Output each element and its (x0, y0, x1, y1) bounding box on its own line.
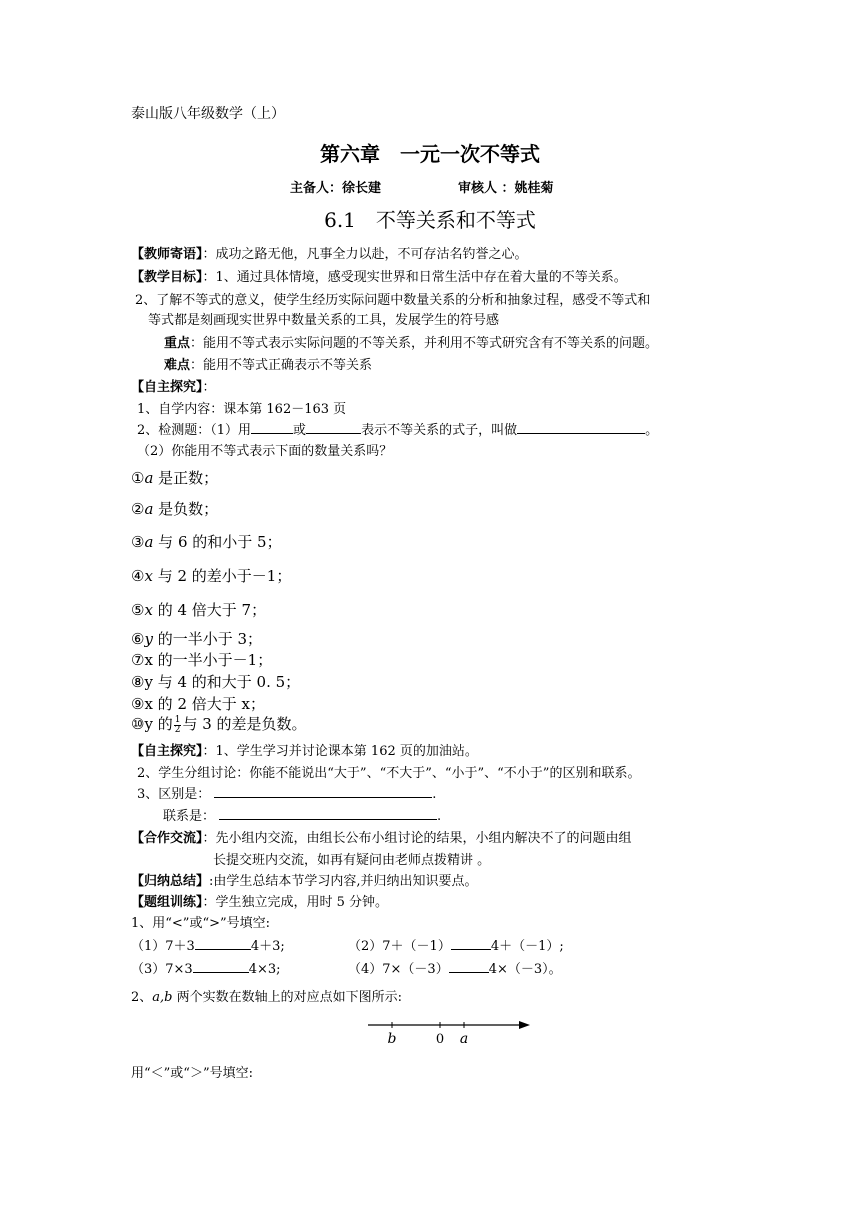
check-text-d: 。 (645, 423, 659, 438)
objectives-line-1 (131, 266, 627, 285)
objective-2a: 2、了解不等式的意义，使学生经历实际问题中数量关系的分析和抽象过程，感受不等式和 (135, 293, 651, 308)
item-text: 与 2 的差小于－1； (152, 567, 292, 585)
practice-item-3 (131, 958, 281, 977)
check-question-1 (137, 419, 658, 438)
chapter-title: 第六章 一元一次不等式 (320, 142, 540, 166)
summary-label: 【归纳总结】 (131, 874, 210, 889)
objectives-label: 【教学目标】 (131, 270, 203, 285)
cooperation-line-1 (131, 827, 632, 846)
list-item: ⑧y 与 4 的和大于 0. 5； (131, 673, 301, 691)
difference-label: 3、区别是： (137, 787, 211, 802)
item-number: ② (131, 500, 145, 518)
cooperation-line-2: 长提交班内交流，如再有疑问由老师点拨精讲 。 (213, 853, 491, 868)
book-title: 泰山版八年级数学（上） (131, 106, 285, 122)
objective-2b: 等式都是刻画现实世界中数量关系的工具，发展学生的符号感 (148, 313, 500, 328)
practice-question-1: 1、用“<”或“>”号填空: (131, 916, 271, 931)
section-title: 6.1 不等关系和不等式 (324, 208, 536, 232)
summary (131, 870, 478, 889)
reviewer: 审核人 ：姚桂菊 (458, 181, 554, 196)
self-study-content: 1、自学内容：课本第 162－163 页 (137, 402, 347, 417)
preparer: 主备人：徐长建 (290, 181, 382, 196)
self-study-colon: ： (202, 380, 216, 395)
practice-text: （3）7×3 (131, 962, 193, 977)
cooperation-label: 【合作交流】 (131, 831, 203, 846)
answer-blank[interactable] (451, 937, 491, 950)
check-text-a: 2、检测题：（1）用 (137, 423, 252, 438)
practice-item-1 (131, 935, 285, 954)
period: . (437, 809, 442, 824)
check-text-c: 表示不等关系的式子，叫做 (361, 423, 518, 438)
answer-blank[interactable] (306, 421, 361, 434)
arrow-icon (519, 1021, 530, 1029)
item-text: 是正数； (153, 469, 219, 487)
period: . (432, 787, 437, 802)
item-number: ④ (131, 567, 145, 585)
practice-question-2 (131, 986, 402, 1005)
difference-row (137, 783, 436, 802)
practice-text: 4＋3; (250, 939, 285, 954)
list-item: ⑦x 的一半小于－1； (131, 651, 273, 669)
list-item (131, 628, 262, 649)
item-text: 的 4 倍大于 7； (152, 601, 267, 619)
difficulty-label: 难点 (164, 358, 191, 373)
list-item (131, 565, 291, 586)
practice-text: 4＋（－1）; (490, 939, 564, 954)
item-number: ③ (131, 533, 145, 551)
self-study-label: 【自主探究】 (131, 380, 203, 395)
item-text: 的一半小于 3； (152, 630, 263, 648)
label-a: a (459, 1031, 469, 1047)
number-line (360, 1012, 540, 1048)
key-point (164, 332, 658, 351)
list-item (131, 599, 266, 620)
difficulty-text: ：能用不等式正确表示不等关系 (190, 358, 373, 373)
list-item (131, 713, 307, 735)
item-variable: a (144, 533, 154, 551)
item-text: 与 6 的和小于 5； (153, 533, 282, 551)
summary-text: :由学生总结本节学习内容,并归纳出知识要点。 (209, 874, 478, 889)
practice-item-4 (348, 958, 562, 977)
practice-text: 4×（－3）。 (488, 962, 562, 977)
contact-row (163, 805, 441, 824)
check-question-2: （2）你能用不等式表示下面的数量关系吗？ (137, 444, 393, 459)
practice-text: 4×3; (248, 962, 281, 977)
item-variable: a (144, 469, 154, 487)
practice-variables: a,b (152, 990, 173, 1005)
item-number: ⑤ (131, 601, 145, 619)
item-variable: a (144, 500, 154, 518)
practice-text: 两个实数在数轴上的对应点如下图所示: (172, 990, 403, 1005)
teacher-message (131, 243, 528, 262)
self-study2-line-2: 2、学生分组讨论：你能不能说出“大于”、“不大于”、“小于”、“不小于”的区别和联系。 (137, 766, 641, 781)
practice-item-2 (348, 935, 564, 954)
contact-label: 联系是： (163, 809, 216, 824)
label-b: b (387, 1031, 397, 1047)
list-item: ⑨x 的 2 倍大于 x； (131, 695, 265, 713)
difficulty (164, 354, 372, 373)
item-number: ⑥ (131, 630, 145, 648)
practice-text: （1）7＋3 (131, 939, 195, 954)
list-item (131, 531, 282, 552)
item-text: 与 3 的差是负数。 (182, 715, 307, 733)
teacher-message-text: ：成功之路无他，凡事全力以赴，不可存沽名钓誉之心。 (202, 247, 528, 262)
item-variable: y (144, 630, 153, 648)
list-item (131, 467, 218, 488)
answer-blank[interactable] (219, 807, 437, 820)
key-point-text: ：能用不等式表示实际问题的不等关系，并利用不等式研究含有不等关系的问题。 (190, 336, 659, 351)
practice-text: （2）7＋（－1） (348, 939, 451, 954)
answer-blank[interactable] (195, 937, 251, 950)
answer-blank[interactable] (517, 421, 645, 434)
self-study2-text: ：1、学生学习并讨论课本第 162 页的加油站。 (202, 744, 478, 759)
item-number: ① (131, 469, 145, 487)
practice-text: （4）7×（－3） (348, 962, 449, 977)
item-variable: x (144, 601, 153, 619)
answer-blank[interactable] (214, 785, 432, 798)
item-variable: x (144, 567, 153, 585)
practice-label: 【题组训练】 (131, 895, 203, 910)
practice-question-3: 用“＜”或“＞”号填空: (131, 1066, 253, 1081)
teacher-message-label: 【教师寄语】 (131, 247, 203, 262)
practice-heading (131, 891, 388, 910)
answer-blank[interactable] (251, 421, 293, 434)
check-text-b: 或 (293, 423, 307, 438)
answer-blank[interactable] (193, 960, 249, 973)
objective-1: ：1、通过具体情境，感受现实世界和日常生活中存在着大量的不等关系。 (202, 270, 627, 285)
list-item (131, 498, 218, 519)
practice-text: 2、 (131, 990, 153, 1005)
key-point-label: 重点 (164, 336, 191, 351)
item-text: 是负数； (153, 500, 219, 518)
fraction-denominator: 2 (174, 724, 181, 735)
self-study2-label: 【自主探究】 (131, 744, 203, 759)
cooperation-text: ：先小组内交流，由组长公布小组讨论的结果，小组内解决不了的问题由组 (202, 831, 632, 846)
label-0: 0 (435, 1032, 445, 1047)
practice-text: ：学生独立完成，用时 5 分钟。 (202, 895, 389, 910)
fraction-numerator: 1 (174, 714, 181, 725)
self-study2-line-1 (131, 740, 478, 759)
fraction (174, 716, 182, 735)
answer-blank[interactable] (449, 960, 489, 973)
item-text: ⑩y 的 (131, 715, 173, 733)
self-study-heading (131, 376, 216, 395)
